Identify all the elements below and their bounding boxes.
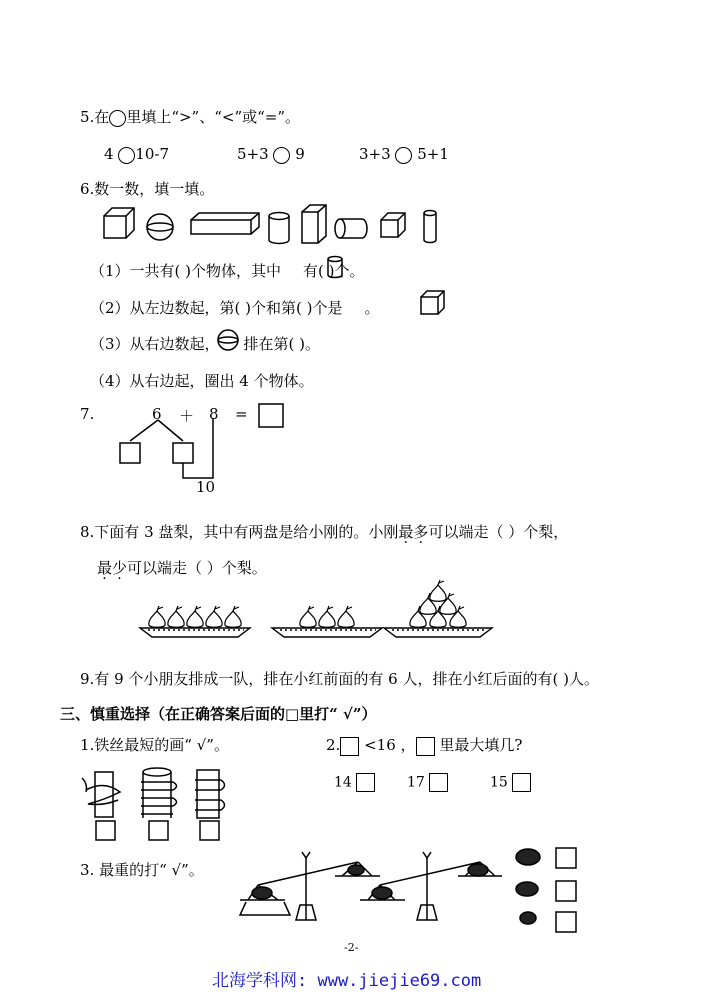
answer-box[interactable] [512,773,531,792]
pear-icon [187,611,203,627]
q6-sub4: （4）从右边起，圈出 4 个物体。 [90,372,314,390]
answer-box[interactable] [356,773,375,792]
q7-a: 6 [152,405,162,423]
c2-option-2: 17 [407,773,448,792]
cube-icon [104,208,134,238]
c2-option-3: 15 [490,773,531,792]
pear-stem [327,606,333,611]
q7-ten: 10 [196,478,216,496]
footer-link[interactable]: 北海学科网: www.jiejie69.com [212,971,482,991]
q5-title: 5.在 里填上“>”、“<”或“=”。 [80,108,301,126]
pear-icon [300,611,316,627]
q6-title: 6.数一数，填一填。 [80,180,215,198]
coil-2 [141,768,177,818]
pear-stem [308,606,314,611]
pear-stem [233,606,239,611]
page-number: -2- [344,941,359,954]
pear-icon [430,585,446,601]
balance-scales [240,848,576,932]
plate-1 [140,628,250,637]
cube-icon [381,213,405,237]
q6-sub3: （3）从右边数起， 排在第( )。 [90,335,321,353]
answer-box [556,881,576,901]
blank-box [340,737,359,756]
pear-stem [458,606,464,611]
cylinder-icon [269,213,289,244]
q7-b: 8 [209,405,219,423]
q9-text: 9.有 9 个小朋友排成一队，排在小红前面的有 6 人，排在小红后面的有( )人。 [80,670,599,688]
pears [149,580,466,627]
q7-op: ＋ [179,407,195,425]
coil-1 [82,772,120,817]
sphere-icon [147,214,173,240]
plate-2 [272,628,382,637]
pear-icon [225,611,241,627]
pear-stem [176,606,182,611]
answer-box [149,821,168,840]
cuboid-icon [191,213,259,234]
q5-item-1: 4 10-7 [104,145,170,163]
q8-line2: 最少可以端走（ ）个梨。 [97,559,267,577]
answer-box[interactable] [429,773,448,792]
scale-2 [360,852,502,920]
blank-box [416,737,435,756]
pear-stem [195,606,201,611]
q7-eq: = [235,405,248,423]
answer-box [96,821,115,840]
c2-option-1: 14 [334,773,375,792]
answer-box [556,912,576,932]
pear-stem [346,606,352,611]
answer-box [556,848,576,868]
pear-plates [140,628,492,637]
pear-stem [214,606,220,611]
c3-title: 3. 最重的打“ √”。 [80,861,204,879]
pear-icon [338,611,354,627]
answer-box [200,821,219,840]
c1-title: 1.铁丝最短的画“ √”。 [80,736,229,754]
cuboid-tall-icon [302,205,326,243]
cylinder-thin-icon [424,211,436,243]
q6-sub1: （1）一共有( )个物体，其中 有( )个。 [90,262,365,280]
q8-line1: 8.下面有 3 盘梨，其中有两盘是给小刚的。小刚最多可以端走（ ）个梨， [80,523,569,541]
pear-icon [206,611,222,627]
pear-icon [149,611,165,627]
c2-title: 2. <16 ， 里最大填几? [326,736,523,754]
plate-3 [384,628,492,637]
pear-icon [168,611,184,627]
cube-icon [421,291,444,314]
food-icons [516,849,540,924]
coil-3 [195,770,225,818]
pear-stem [438,580,444,585]
q5-item-3: 3+3 5+1 [359,145,449,163]
pear-stem [448,593,454,598]
pear-stem [157,606,163,611]
q6-sub2: （2）从左边数起，第( )个和第( )个是 。 [90,299,380,317]
cylinder-side-icon [335,219,367,238]
pear-icon [319,611,335,627]
q7-number: 7. [80,405,95,423]
wire-coils [82,768,225,840]
section3-title: 三、慎重选择（在正确答案后面的□里打“ √”） [60,705,377,723]
q5-item-2: 5+3 9 [237,145,305,163]
q7-decomposition [120,404,283,478]
scale-1 [240,852,380,920]
